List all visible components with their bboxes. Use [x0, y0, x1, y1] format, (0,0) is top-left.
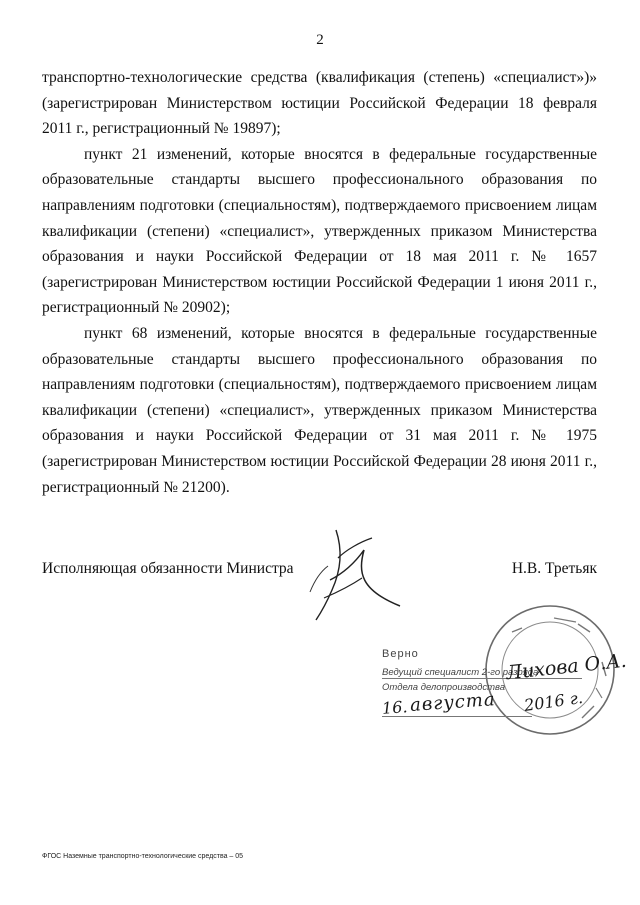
signer-title: Исполняющая обязанности Министра [42, 560, 294, 577]
stamp-heading: Верно [382, 648, 419, 660]
certification-stamp [378, 612, 628, 732]
document-body [42, 65, 597, 500]
stamp-department: Отдела делопроизводства [382, 682, 506, 693]
signer-name: Н.В. Третьяк [511, 560, 597, 577]
paragraph-2: пункт 21 изменений, которые вносятся в федеральные государственные образовательные стандарты высшего профессионального образования по направлениям подготовки (специальностям), подтверждаемого присвоением лицам квалификации (степени) «специалист», утвержденных приказом Министерства образования и науки Российской Федерации от 18 мая 2011 г. № 1657 (зарегистрирован Министерством юстиции Российской Федерации 1 июня 2011 г., регистрационный № 20902); [42, 145, 597, 317]
page-number: 2 [316, 32, 324, 48]
handwritten-year: 2016 г. [522, 687, 585, 716]
footer-note: ФГОС Наземные транспортно-технологические средства – 05 [42, 853, 244, 860]
handwritten-name: Лихова О.А. [505, 649, 628, 685]
handwritten-day: 16. [381, 697, 409, 718]
handwritten-signature [290, 520, 410, 625]
paragraph-3: пункт 68 изменений, которые вносятся в федеральные государственные образовательные стандарты высшего профессионального образования по направлениям подготовки (специальностям), подтверждаемого присвоением лицам квалификации (степени) «специалист», утвержденных приказом Министерства образования и науки Российской Федерации от 31 мая 2011 г. № 1975 (зарегистрирован Министерством юстиции Российской Федерации 28 июня 2011 г., регистрационный № 21200). [42, 324, 597, 496]
stamp-position: Ведущий специалист 2-го разряда [382, 667, 539, 678]
paragraph-1: транспортно-технологические средства (квалификация (степень) «специалист»)» (зарегистрирован Министерством юстиции Российской Федерации 18 февраля 2011 г., регистрационный № 19897); [42, 69, 597, 138]
handwritten-month: августа [409, 689, 497, 716]
